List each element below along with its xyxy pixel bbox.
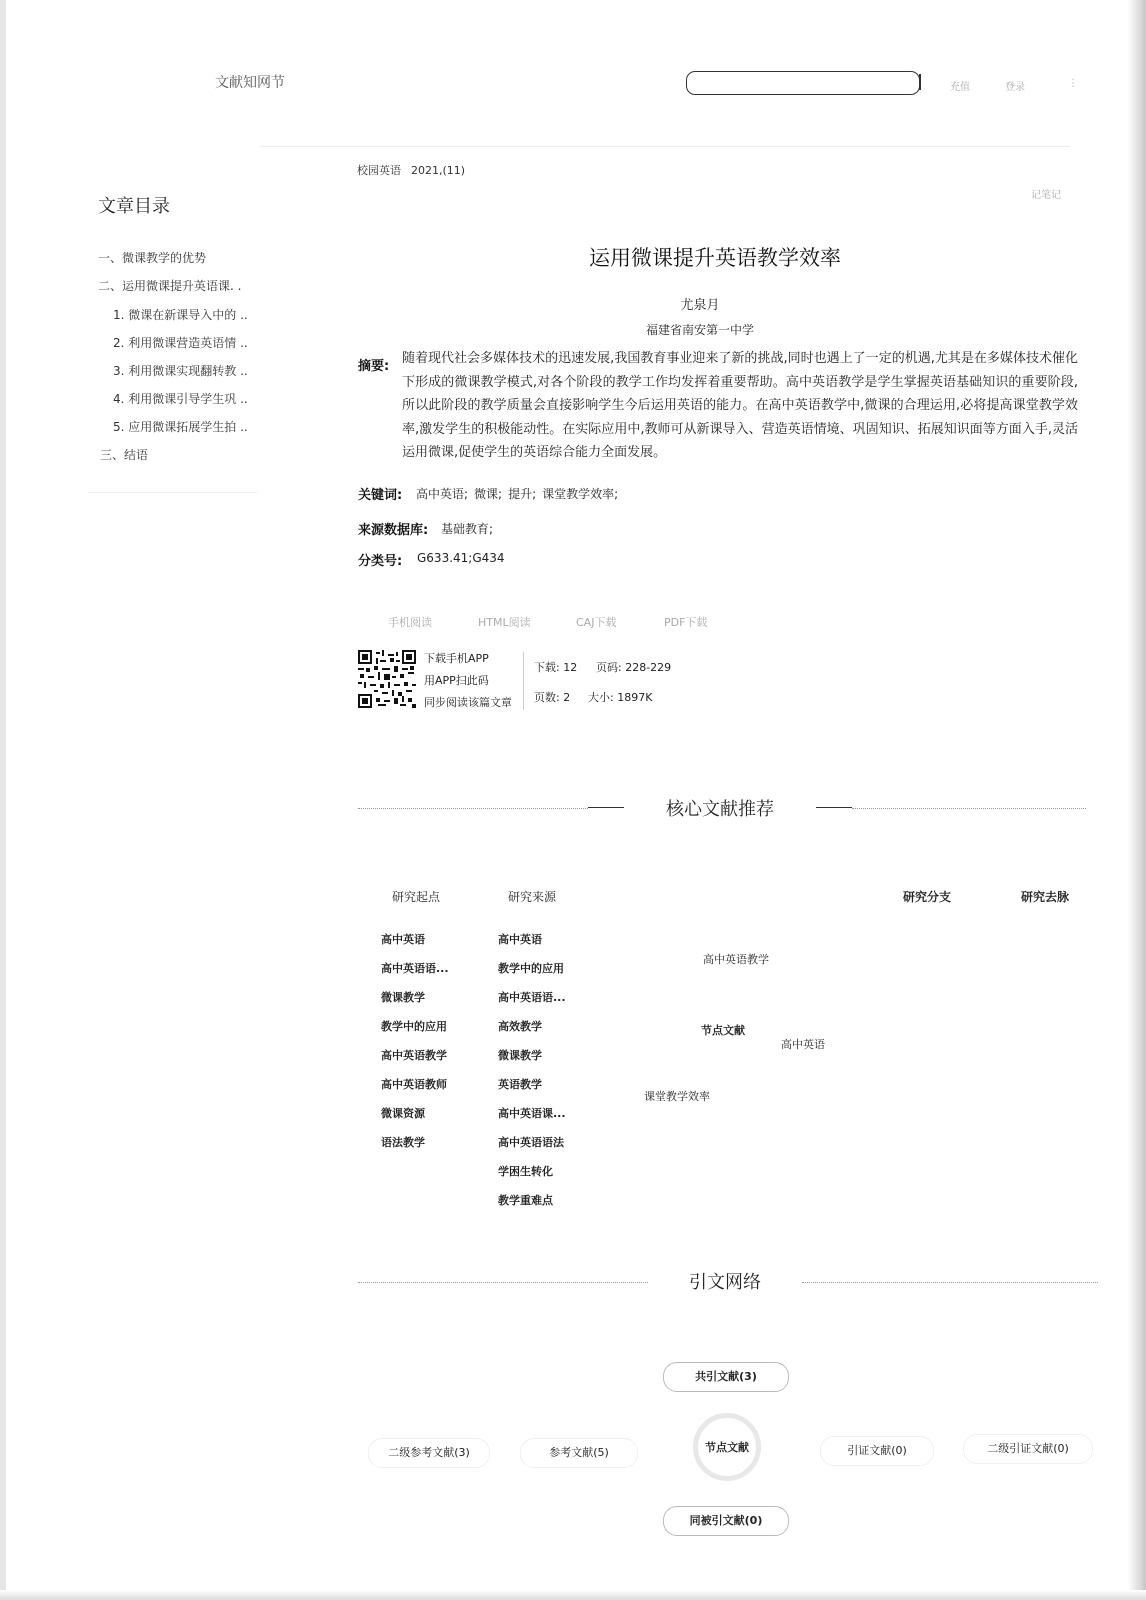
journal-name[interactable]: 校园英语 xyxy=(357,164,401,177)
search-input[interactable] xyxy=(686,71,920,95)
article-organization[interactable]: 福建省南安第一中学 xyxy=(645,323,754,337)
journal-issue[interactable]: 2021,(11) xyxy=(411,164,466,177)
article-author[interactable]: 尤泉月 xyxy=(680,298,720,313)
keyword-link[interactable]: 提升; xyxy=(508,487,537,501)
page-range-value: 228-229 xyxy=(625,661,672,674)
source-item[interactable]: 高中英语语... xyxy=(498,991,566,1004)
column-research-context[interactable]: 研究去脉 xyxy=(1021,890,1070,904)
secondary-citing-button[interactable]: 二级引证文献(0) xyxy=(963,1434,1093,1464)
download-count-value: 12 xyxy=(563,661,578,674)
origin-item[interactable]: 教学中的应用 xyxy=(381,1020,447,1033)
source-item[interactable]: 英语教学 xyxy=(498,1078,542,1091)
network-keyword[interactable]: 高中英语 xyxy=(781,1038,825,1051)
toc-item[interactable]: 2. 利用微课营造英语情 .. xyxy=(113,336,248,350)
pdf-download-button[interactable]: PDF下载 xyxy=(664,616,708,629)
network-node[interactable]: 节点文献 xyxy=(701,1024,745,1037)
source-item[interactable]: 高效教学 xyxy=(498,1020,542,1033)
toc-item[interactable]: 3. 利用微课实现翻转教 .. xyxy=(113,364,248,378)
co-cited-refs-button[interactable]: 共引文献(3) xyxy=(663,1362,789,1392)
note-button[interactable]: 记笔记 xyxy=(1031,190,1061,201)
database-value: 基础教育; xyxy=(441,522,494,536)
origin-item[interactable]: 高中英语教学 xyxy=(381,1049,447,1062)
section-divider xyxy=(358,1282,648,1283)
toc-divider xyxy=(88,492,258,493)
secondary-refs-button[interactable]: 二级参考文献(3) xyxy=(368,1438,490,1468)
page-count-value: 2 xyxy=(563,691,571,704)
source-item[interactable]: 教学中的应用 xyxy=(498,962,564,975)
database-label: 来源数据库: xyxy=(358,523,429,538)
page-range xyxy=(596,659,671,675)
column-research-origin[interactable]: 研究起点 xyxy=(392,890,441,904)
origin-item[interactable]: 微课资源 xyxy=(381,1107,425,1120)
network-keyword[interactable]: 课堂教学效率 xyxy=(644,1090,710,1103)
mobile-read-button[interactable]: 手机阅读 xyxy=(388,616,432,629)
keyword-link[interactable]: 课堂教学效率; xyxy=(542,487,619,501)
toc-item[interactable]: 一、微课教学的优势 xyxy=(98,251,207,265)
keyword-link[interactable]: 微课; xyxy=(474,487,503,501)
download-count-label: 下载: xyxy=(534,661,560,674)
section-divider xyxy=(816,807,852,808)
section-divider xyxy=(852,808,1086,809)
source-item[interactable]: 高中英语 xyxy=(498,933,542,946)
caj-download-button[interactable]: CAJ下载 xyxy=(576,616,617,629)
scan-edge-right xyxy=(1128,0,1146,1600)
file-size xyxy=(588,689,652,705)
page-count xyxy=(534,689,570,705)
origin-item[interactable]: 微课教学 xyxy=(381,991,425,1004)
scan-edge-bottom xyxy=(0,1590,1146,1600)
abstract-label: 摘要: xyxy=(358,359,390,374)
network-keyword[interactable]: 高中英语教学 xyxy=(703,953,769,966)
source-item[interactable]: 高中英语课... xyxy=(498,1107,566,1120)
toc-item[interactable]: 5. 应用微课拓展学生拍 .. xyxy=(113,420,248,434)
html-read-button[interactable]: HTML阅读 xyxy=(478,616,531,629)
toc-item[interactable]: 二、运用微课提升英语课. . xyxy=(98,279,242,293)
source-item[interactable]: 高中英语语法 xyxy=(498,1136,564,1149)
app-promo-line[interactable]: 下载手机APP xyxy=(424,652,489,665)
toc-item[interactable]: 1. 微课在新课导入中的 .. xyxy=(113,308,248,322)
header-divider xyxy=(260,146,1070,147)
search-caret xyxy=(919,74,921,90)
recharge-link[interactable]: 充值 xyxy=(950,82,970,93)
column-research-source[interactable]: 研究来源 xyxy=(508,890,557,904)
toc-item[interactable]: 4. 利用微课引导学生巩 .. xyxy=(113,392,248,406)
site-logo[interactable]: 文献知网节 xyxy=(215,75,285,91)
classification-value: G633.41;G434 xyxy=(417,551,505,565)
citing-refs-button[interactable]: 引证文献(0) xyxy=(820,1436,934,1466)
source-item[interactable]: 微课教学 xyxy=(498,1049,542,1062)
co-citing-refs-button[interactable]: 同被引文献(0) xyxy=(663,1506,789,1536)
origin-item[interactable]: 语法教学 xyxy=(381,1136,425,1149)
app-promo xyxy=(424,648,512,714)
login-link[interactable]: 登录 xyxy=(1005,82,1025,93)
keyword-link[interactable]: 高中英语; xyxy=(416,487,469,501)
download-count xyxy=(534,659,577,675)
qr-code-icon xyxy=(358,650,416,708)
page-count-label: 页数: xyxy=(534,691,560,704)
refs-button[interactable]: 参考文献(5) xyxy=(520,1438,638,1468)
node-literature[interactable]: 节点文献 xyxy=(705,1441,749,1454)
toc-item[interactable]: 三、结语 xyxy=(100,448,149,462)
file-size-value: 1897K xyxy=(617,691,653,704)
page-range-label: 页码: xyxy=(596,661,622,674)
app-promo-line: 同步阅读该篇文章 xyxy=(424,696,512,709)
keywords-list xyxy=(416,485,624,502)
app-promo-line: 用APP扫此码 xyxy=(424,674,489,687)
journal-source xyxy=(357,162,475,178)
section-divider xyxy=(358,808,588,809)
citation-network-title: 引文网络 xyxy=(689,1272,761,1293)
source-item[interactable]: 教学重难点 xyxy=(498,1194,553,1207)
scan-edge-left xyxy=(0,0,6,1600)
toc-title: 文章目录 xyxy=(98,196,170,217)
article-title: 运用微课提升英语教学效率 xyxy=(589,246,841,270)
section-divider xyxy=(588,807,624,808)
stats-divider xyxy=(523,652,524,710)
abstract-text: 随着现代社会多媒体技术的迅速发展,我国教育事业迎来了新的挑战,同时也遇上了一定的机遇,尤其是在多媒体技术催化下形成的微课教学模式,对各个阶段的教学工作均发挥着重要帮助。高中英语教学是学生掌握英语基础知识的重要阶段,所以此阶段的教学质量会直接影响学生今后运用英语的能力。在高中英语教学中,微课的合理运用,必将提高课堂教学效率,激发学生的积极能动性。在实际应用中,教师可从新课导入、营造英语情境、巩固知识、拓展知识面等方面入手,灵活运用微课,促使学生的英语综合能力全面发展。 xyxy=(402,351,1078,460)
section-divider xyxy=(802,1282,1098,1283)
column-research-branch[interactable]: 研究分支 xyxy=(903,890,952,904)
more-menu-icon[interactable]: ⋮ xyxy=(1068,78,1078,89)
origin-item[interactable]: 高中英语 xyxy=(381,933,425,946)
keywords-label: 关键词: xyxy=(358,488,403,503)
source-item[interactable]: 学困生转化 xyxy=(498,1165,553,1178)
origin-item[interactable]: 高中英语教师 xyxy=(381,1078,447,1091)
core-recommend-title: 核心文献推荐 xyxy=(666,799,774,820)
file-size-label: 大小: xyxy=(588,691,614,704)
origin-item[interactable]: 高中英语语... xyxy=(381,962,449,975)
classification-label: 分类号: xyxy=(358,554,403,569)
